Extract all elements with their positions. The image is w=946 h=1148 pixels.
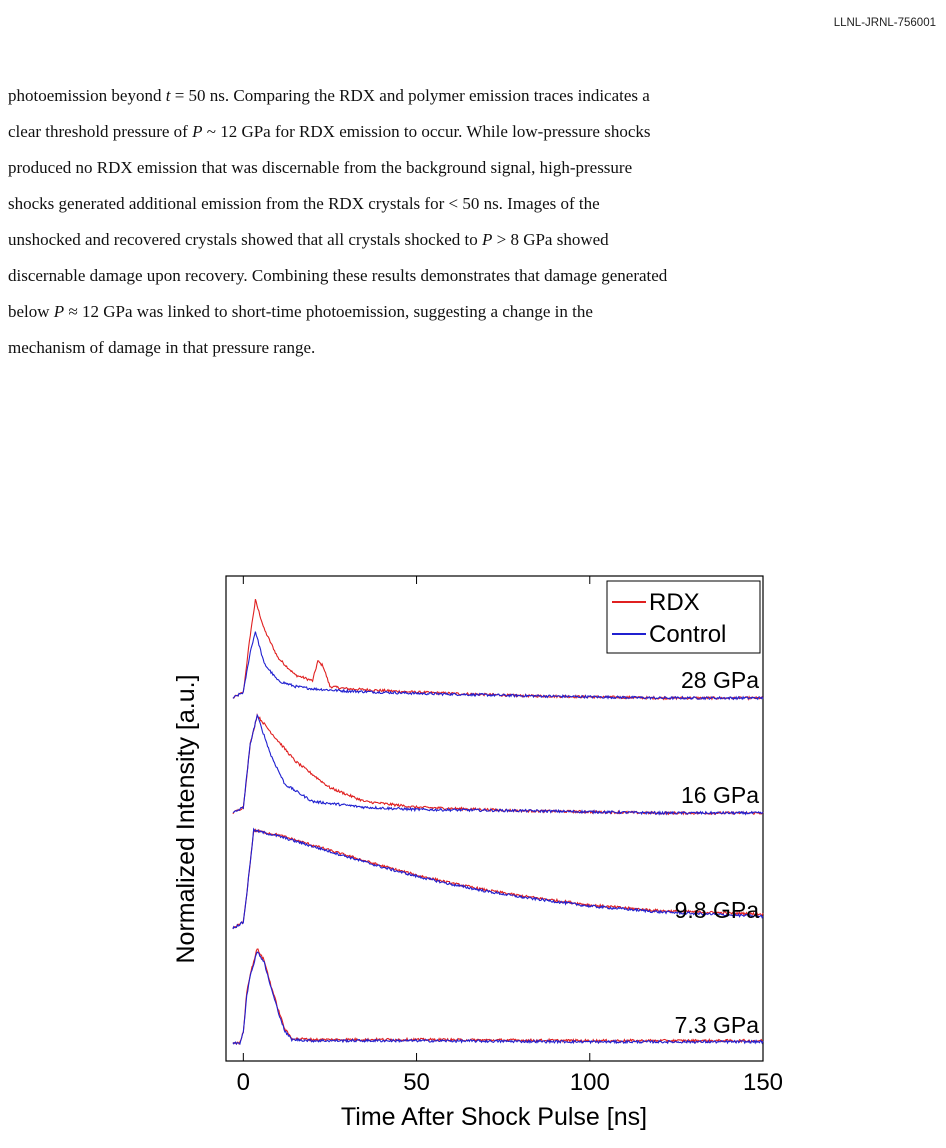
text-run: mechanism of damage in that pressure range. <box>8 338 316 357</box>
text-run: discernable damage upon recovery. Combining these results demonstrates that damage generated <box>8 266 668 285</box>
legend-label-rdx: RDX <box>649 589 700 616</box>
x-tick-label: 0 <box>236 1069 251 1096</box>
paragraph-line <box>8 150 940 186</box>
text-run: shocks generated additional emission from the RDX crystals for < 50 ns. Images of the <box>8 194 600 213</box>
text-run: > 8 GPa showed <box>492 230 609 249</box>
x-axis-label: Time After Shock Pulse [ns] <box>340 1103 648 1131</box>
italic-variable: t <box>165 86 171 105</box>
text-run: ~ 12 GPa for RDX emission to occur. While low-pressure shocks <box>202 122 651 141</box>
body-paragraph <box>8 78 940 366</box>
paragraph-line <box>8 330 940 366</box>
offset-labels <box>675 667 760 1038</box>
legend-label-control: Control <box>649 621 727 648</box>
paragraph-line <box>8 294 940 330</box>
offset-label: 7.3 GPa <box>674 1012 759 1038</box>
offset-label: 28 GPa <box>681 667 759 693</box>
text-run: produced no RDX emission that was discernable from the background signal, high-pressure <box>8 158 633 177</box>
x-tick-label: 50 <box>403 1069 430 1096</box>
traces-group <box>233 599 763 1044</box>
x-tick-label: 150 <box>742 1069 784 1096</box>
legend <box>607 581 760 653</box>
y-axis-label: Normalized Intensity [a.u.] <box>172 674 200 964</box>
paragraph-line <box>8 258 940 294</box>
x-tick-label: 100 <box>569 1069 610 1096</box>
italic-variable: P <box>192 122 203 141</box>
text-run: = 50 ns. Comparing the RDX and polymer emission traces indicates a <box>170 86 650 105</box>
text-run: clear threshold pressure of <box>8 122 193 141</box>
text-run: unshocked and recovered crystals showed that all crystals shocked to <box>8 230 482 249</box>
italic-variable: P <box>53 302 65 321</box>
text-run: ≈ 12 GPa was linked to short-time photoemission, suggesting a change in the <box>64 302 593 321</box>
text-run: photoemission beyond <box>8 86 166 105</box>
paragraph-line <box>8 222 940 258</box>
paragraph-line <box>8 114 940 150</box>
italic-variable: P <box>481 230 493 249</box>
offset-label: 9.8 GPa <box>674 897 759 923</box>
paragraph-line <box>8 78 940 114</box>
paragraph-line <box>8 186 940 222</box>
text-run: below <box>8 302 54 321</box>
figure <box>160 570 810 1140</box>
report-id: LLNL-JRNL-756001 <box>833 17 936 29</box>
emission-chart <box>160 570 810 1135</box>
offset-label: 16 GPa <box>681 782 759 808</box>
